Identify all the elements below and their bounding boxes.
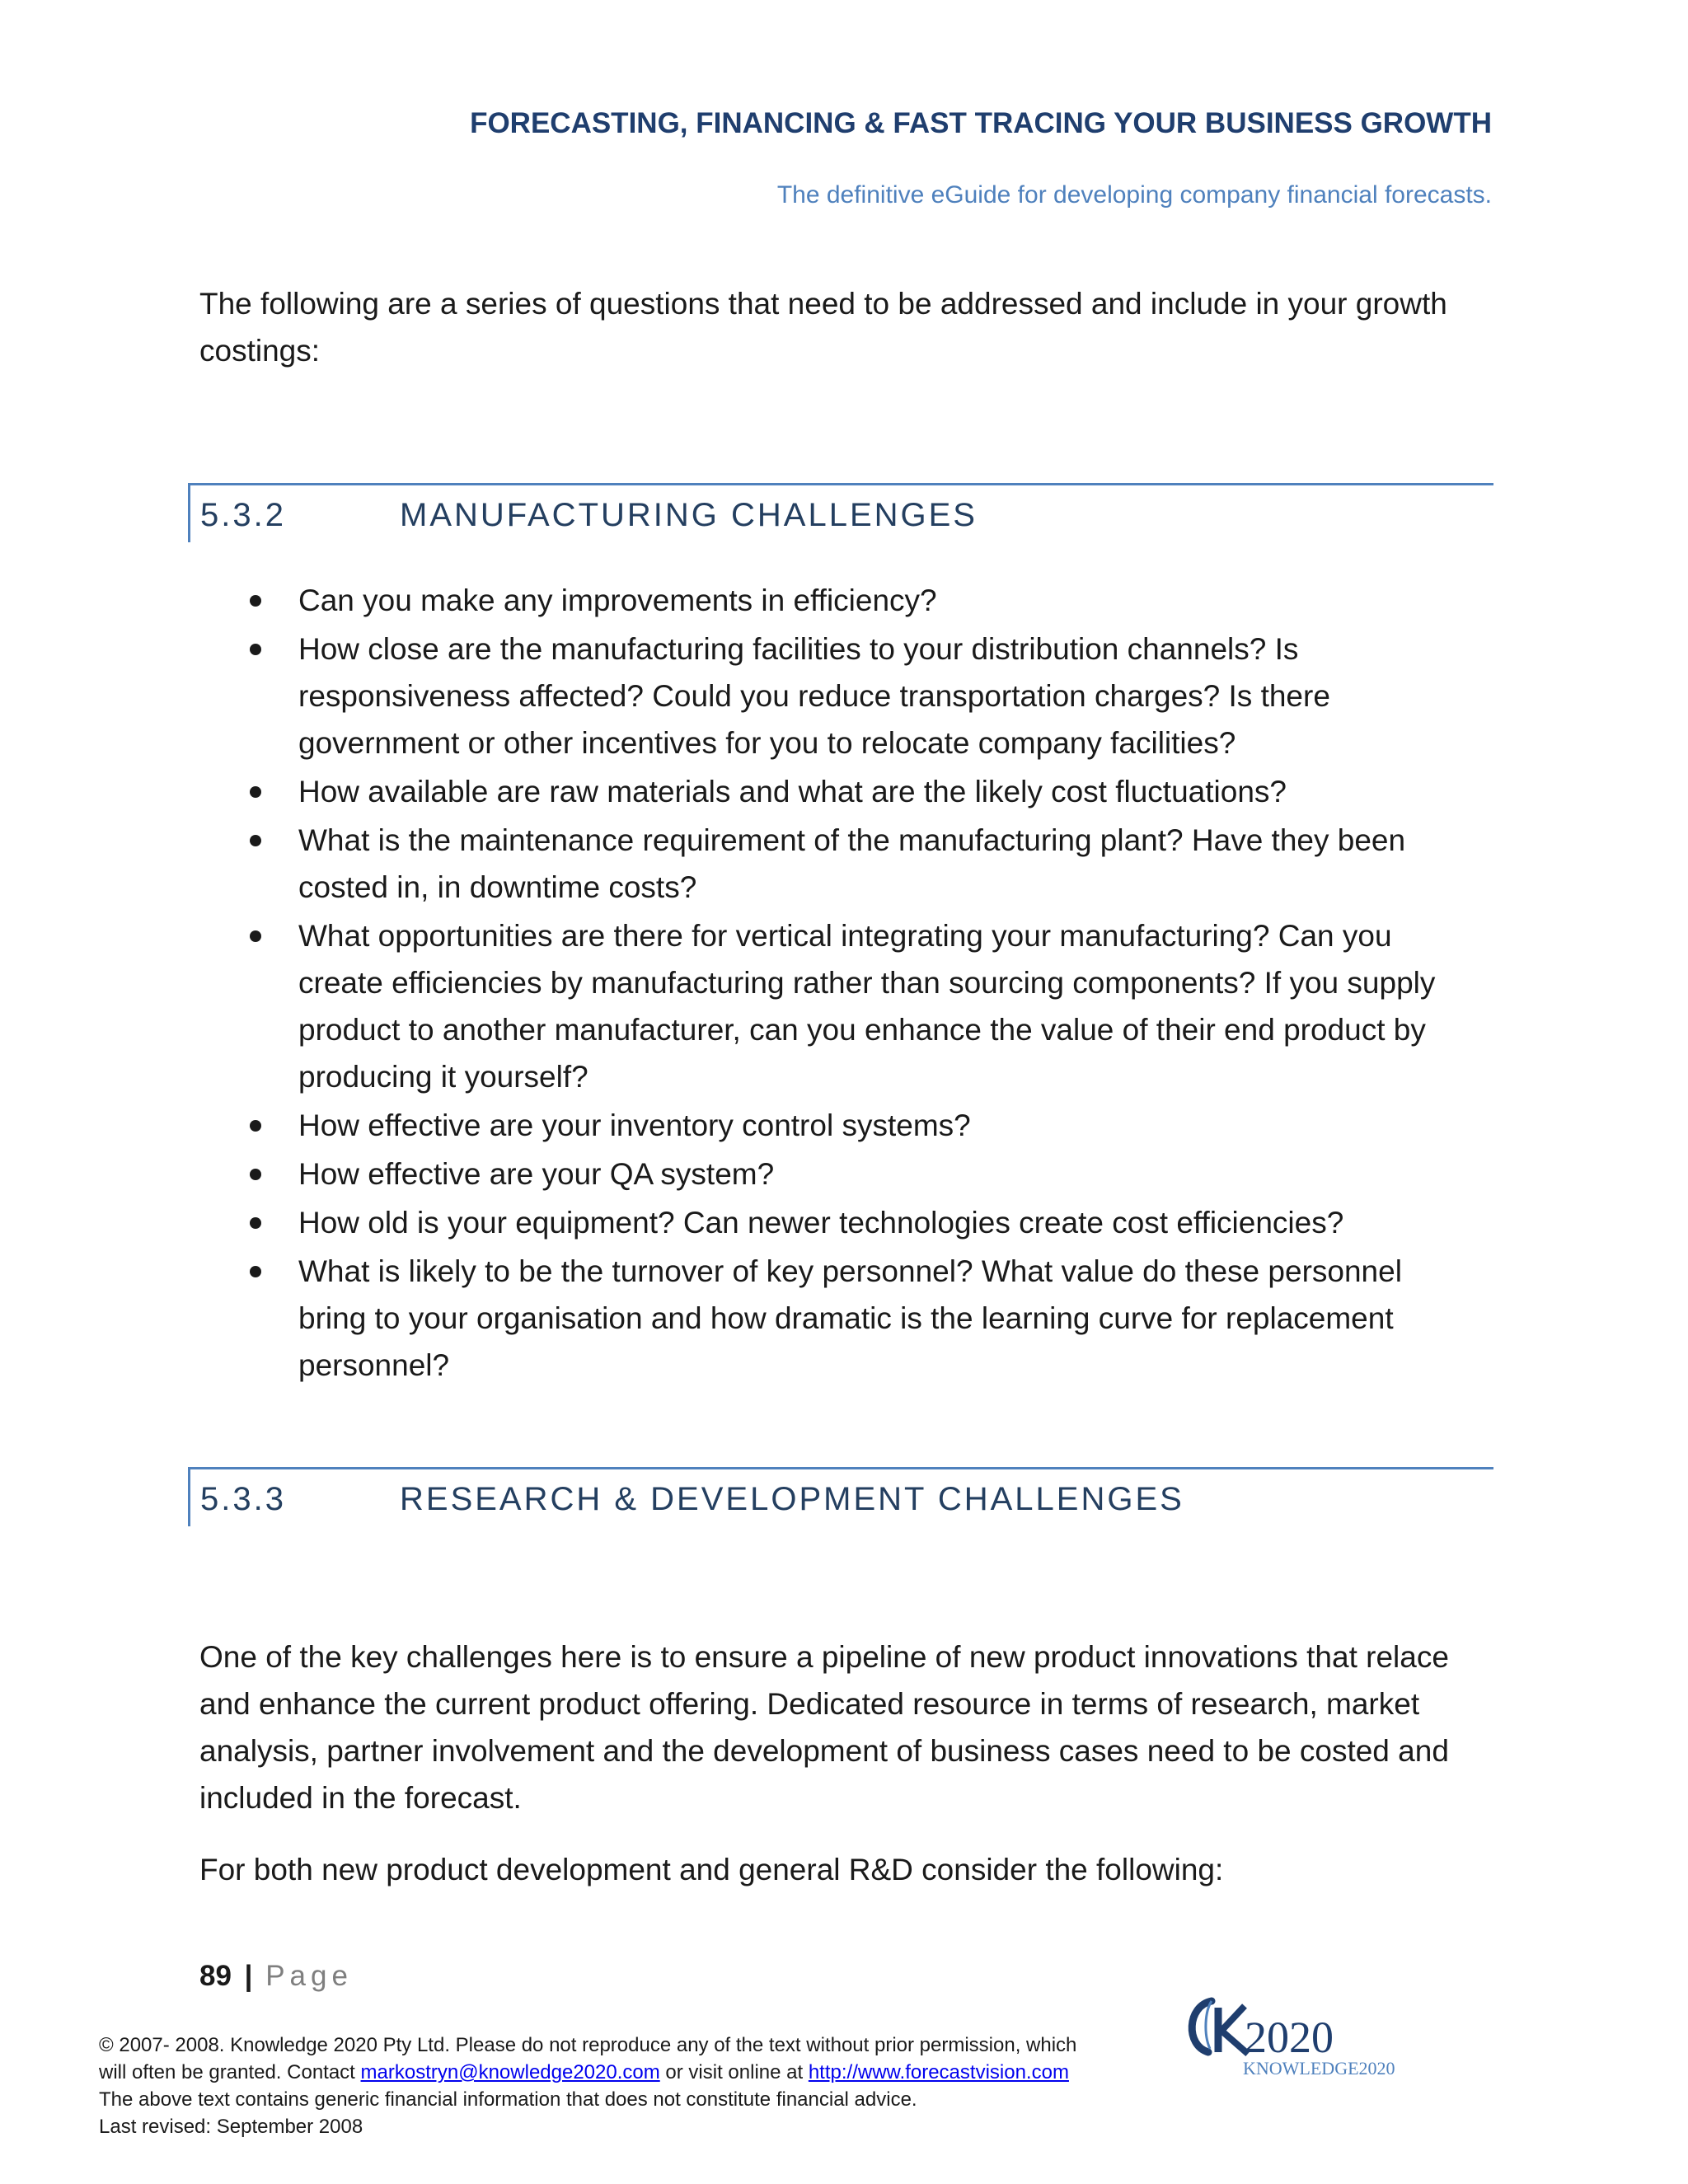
section-title: RESEARCH & DEVELOPMENT CHALLENGES bbox=[400, 1481, 1184, 1517]
logo-mark-text: 2020 bbox=[1245, 2013, 1334, 2062]
bullet-icon bbox=[250, 1169, 261, 1180]
knowledge2020-logo bbox=[1179, 1994, 1426, 2085]
logo-name-text: KNOWLEDGE2020 bbox=[1243, 2058, 1395, 2079]
section-number: 5.3.3 bbox=[200, 1481, 286, 1517]
rd-paragraph: One of the key challenges here is to ensure a pipeline of new product innovations that relace and enhance the current product offering. Dedicated resource in terms of research, market analysis, partner involvement and the development of business cases need to be costed and included in the forecast. bbox=[199, 1640, 1449, 1815]
bullet-icon bbox=[250, 1217, 261, 1229]
list-item: What is the maintenance requirement of the manufacturing plant? Have they been costed in, in downtime costs? bbox=[0, 817, 1469, 911]
list-item: Can you make any improvements in efficiency? bbox=[0, 577, 1469, 624]
list-item: How available are raw materials and what are the likely cost fluctuations? bbox=[0, 768, 1469, 815]
header-subtitle: The definitive eGuide for developing company financial forecasts. bbox=[776, 181, 1492, 209]
footer-line: will often be granted. Contact markostryn@knowledge2020.com or visit online at http://www.forecastvision.com bbox=[99, 2061, 1069, 2083]
logo-mark-icon bbox=[1179, 1994, 1426, 2085]
footer-line: Last revised: September 2008 bbox=[99, 2116, 363, 2138]
manufacturing-questions-list bbox=[0, 577, 1469, 1390]
section-heading-533 bbox=[188, 1467, 1493, 1526]
section-title: MANUFACTURING CHALLENGES bbox=[400, 497, 978, 533]
bullet-icon bbox=[250, 1266, 261, 1277]
bullet-icon bbox=[250, 930, 261, 942]
bullet-icon bbox=[250, 1120, 261, 1132]
bullet-icon bbox=[250, 595, 261, 607]
list-item: How close are the manufacturing facilities to your distribution channels? Is responsiveness affected? Could you reduce transportation charges? Is there government or other incentives for you to relocate company facilities? bbox=[0, 626, 1469, 766]
website-link[interactable]: http://www.forecastvision.com bbox=[808, 2061, 1069, 2083]
header-title: FORECASTING, FINANCING & FAST TRACING YOUR BUSINESS GROWTH bbox=[470, 107, 1492, 139]
contact-email-link[interactable]: markostryn@knowledge2020.com bbox=[360, 2061, 660, 2083]
intro-paragraph: The following are a series of questions that need to be addressed and include in your growth costings: bbox=[199, 287, 1447, 368]
footer-line: © 2007- 2008. Knowledge 2020 Pty Ltd. Please do not reproduce any of the text without prior permission, which bbox=[99, 2034, 1077, 2056]
list-item: How old is your equipment? Can newer technologies create cost efficiencies? bbox=[0, 1199, 1469, 1246]
footer-line: The above text contains generic financial information that does not constitute financial advice. bbox=[99, 2088, 917, 2111]
list-item: What is likely to be the turnover of key personnel? What value do these personnel bring to your organisation and how dramatic is the learning curve for replacement personnel? bbox=[0, 1248, 1469, 1389]
list-item: How effective are your inventory control systems? bbox=[0, 1102, 1469, 1149]
page-number: 89 | Page bbox=[199, 1960, 353, 1992]
bullet-icon bbox=[250, 644, 261, 655]
footer-copyright bbox=[99, 2032, 1170, 2140]
section-heading-532 bbox=[188, 483, 1493, 542]
list-item: What opportunities are there for vertical integrating your manufacturing? Can you create efficiencies by manufacturing rather than sourcing components? If you supply product to another manufacturer, can you enhance the value of their end product by producing it yourself? bbox=[0, 912, 1469, 1100]
list-item: How effective are your QA system? bbox=[0, 1151, 1469, 1197]
bullet-icon bbox=[250, 786, 261, 798]
section-number: 5.3.2 bbox=[200, 497, 286, 533]
bullet-icon bbox=[250, 835, 261, 846]
rd-consider-paragraph: For both new product development and general R&D consider the following: bbox=[199, 1853, 1224, 1886]
